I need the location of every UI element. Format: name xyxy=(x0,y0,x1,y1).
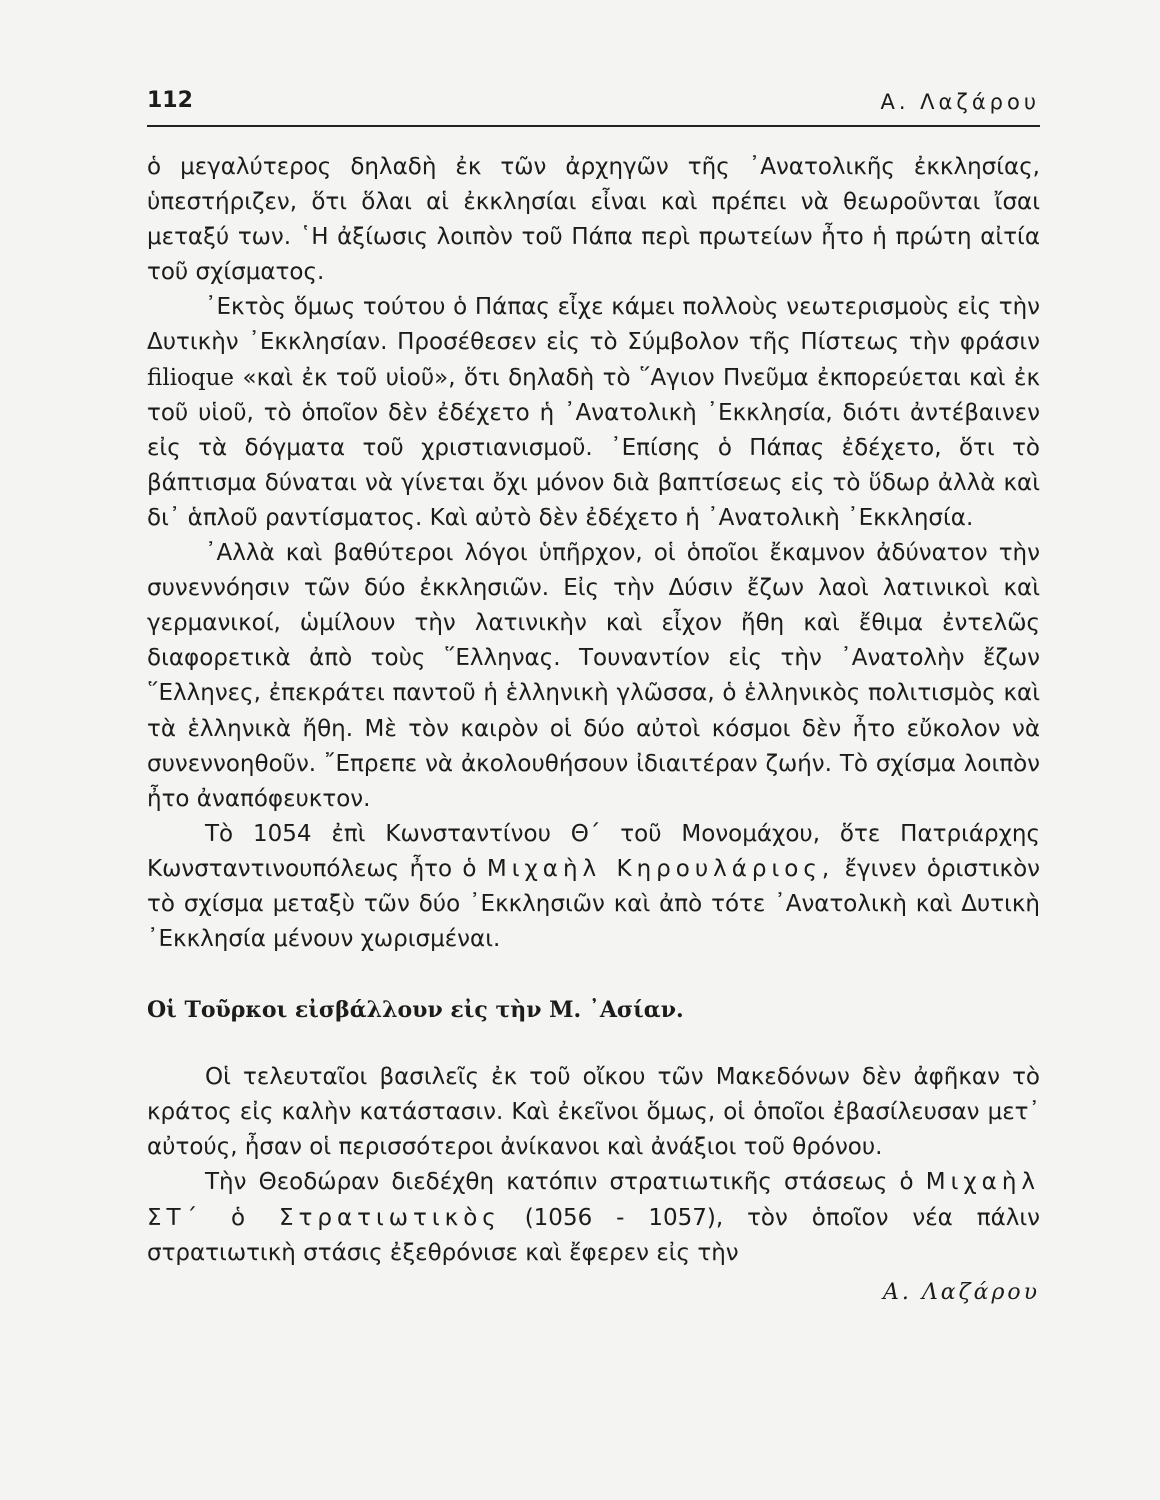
paragraph-schism-primacy: ὁ μεγαλύτερος δηλαδὴ ἐκ τῶν ἀρχηγῶν τῆς ᾿Ανατολικῆς ἐκκλησίας, ὑπεστήριζεν, ὅτι ὅλαι αἱ ἐκκλησίαι εἶναι καὶ πρέπει νὰ θεωροῦνται ἴσαι μεταξύ των. ῾Η ἀξίωσις λοιπὸν τοῦ Πάπα περὶ πρωτείων ἦτο ἡ πρώτη αἰτία τοῦ σχίσματος. xyxy=(147,154,1040,286)
paragraph-theodora xyxy=(147,1165,1040,1270)
page-number: 112 xyxy=(147,88,193,113)
paragraph-innovations xyxy=(147,290,1040,536)
innovations-text-a: ᾿Εκτὸς ὅμως τούτου ὁ Πάπας εἶχε κάμει πολλοὺς νεωτερισμοὺς εἰς τὴν Δυτικὴν ᾿Εκκλησίαν. Προσέθεσεν εἰς τὸ Σύμβολον τῆς Πίστεως τὴν φράσιν xyxy=(147,294,1040,356)
filioque-term: filioque xyxy=(147,364,235,391)
innovations-text-b: «καὶ ἐκ τοῦ υἱοῦ», ὅτι δηλαδὴ τὸ ῞Αγιον Πνεῦμα ἐκπορεύεται καὶ ἐκ τοῦ υἱοῦ, τὸ ὁποῖον δὲν ἐδέχετο ἡ ᾿Ανατολικὴ ᾿Εκκλησία, διότι ἀντέβαινεν εἰς τὰ δόγματα τοῦ χριστιανισμοῦ. ᾿Επίσης ὁ Πάπας ἐδέχετο, ὅτι τὸ βάπτισμα δύναται νὰ γίνεται ὄχι μόνον διὰ βαπτίσεως εἰς τὸ ὕδωρ ἀλλὰ καὶ δι᾿ ἁπλοῦ ραντίσματος. Καὶ αὐτὸ δὲν ἐδέχετο ἡ ᾿Ανατολικὴ ᾿Εκκλησία. xyxy=(147,364,1040,531)
paragraph-deeper-reasons: ᾿Αλλὰ καὶ βαθύτεροι λόγοι ὑπῆρχον, οἱ ὁποῖοι ἔκαμνον ἀδύνατον τὴν συνεννόησιν τῶν δύο ἐκκλησιῶν. Εἰς τὴν Δύσιν ἔζων λαοὶ λατινικοὶ καὶ γερμανικοί, ὡμίλουν τὴν λατινικὴν καὶ εἶχον ἤθη καὶ ἔθιμα ἐντελῶς διαφορετικὰ ἀπὸ τοὺς ῞Ελληνας. Τουναντίον εἰς τὴν ᾿Ανατολὴν ἔζων ῞Ελληνες, ἐπεκράτει παντοῦ ἡ ἑλληνικὴ γλῶσσα, ὁ ἑλληνικὸς πολιτισμὸς καὶ τὰ ἑλληνικὰ ἤθη. Μὲ τὸν καιρὸν οἱ δύο αὐτοὶ κόσμοι δὲν ἦτο εὔκολον νὰ συνεννοηθοῦν. ῎Επρεπε νὰ ἀκολουθήσουν ἰδιαιτέραν ζωήν. Τὸ σχίσμα λοιπὸν ἦτο ἀναπόφευκτον. xyxy=(147,540,1040,812)
header-rule xyxy=(147,125,1040,127)
body-text xyxy=(147,150,1040,1310)
author-signature: Α. Λαζάρου xyxy=(883,1279,1040,1305)
paragraph-1054 xyxy=(147,817,1040,957)
schism-text-b: ἔγινεν ὁριστικὸν τὸ σχίσμα μεταξὺ τῶν δύο ᾿Εκκλησιῶν καὶ ἀπὸ τότε ᾿Ανατολικὴ καὶ Δυτικὴ ᾿Εκκλησία μένουν χωρισμέναι. xyxy=(147,855,1041,953)
schism-text-a: Τὸ 1054 ἐπὶ Κωνσταντίνου Θ΄ τοῦ Μονομάχου, ὅτε Πατριάρχης Κωνσταντινουπόλεως ἦτο ὁ xyxy=(147,820,1040,882)
running-head: Α. Λαζάρου xyxy=(880,90,1040,114)
kerularios-name: Μιχαὴλ Κηρουλάριος, xyxy=(486,855,835,882)
theodora-text-a: Τὴν Θεοδώραν διεδέχθη κατόπιν στρατιωτικῆς στάσεως ὁ xyxy=(205,1169,914,1196)
section-heading: Οἱ Τοῦρκοι εἰσβάλλουν εἰς τὴν Μ. ᾿Ασίαν. xyxy=(147,997,684,1024)
michael-vi-name: Μιχαὴλ ΣΤ΄ ὁ Στρατιωτικὸς xyxy=(147,1169,1041,1231)
paragraph-last-kings: Οἱ τελευταῖοι βασιλεῖς ἐκ τοῦ οἴκου τῶν Μακεδόνων δὲν ἀφῆκαν τὸ κράτος εἰς καλὴν κατάστασιν. Καὶ ἐκεῖνοι ὅμως, οἱ ὁποῖοι ἐβασίλευσαν μετ᾿ αὐτούς, ἦσαν οἱ περισσότεροι ἀνίκανοι καὶ ἀνάξιοι τοῦ θρόνου. xyxy=(147,1064,1040,1161)
theodora-text-b: (1056 - 1057), τὸν ὁποῖον νέα πάλιν στρατιωτικὴ στάσις ἐξεθρόνισε καὶ ἔφερεν εἰς τὴν xyxy=(147,1204,1040,1266)
